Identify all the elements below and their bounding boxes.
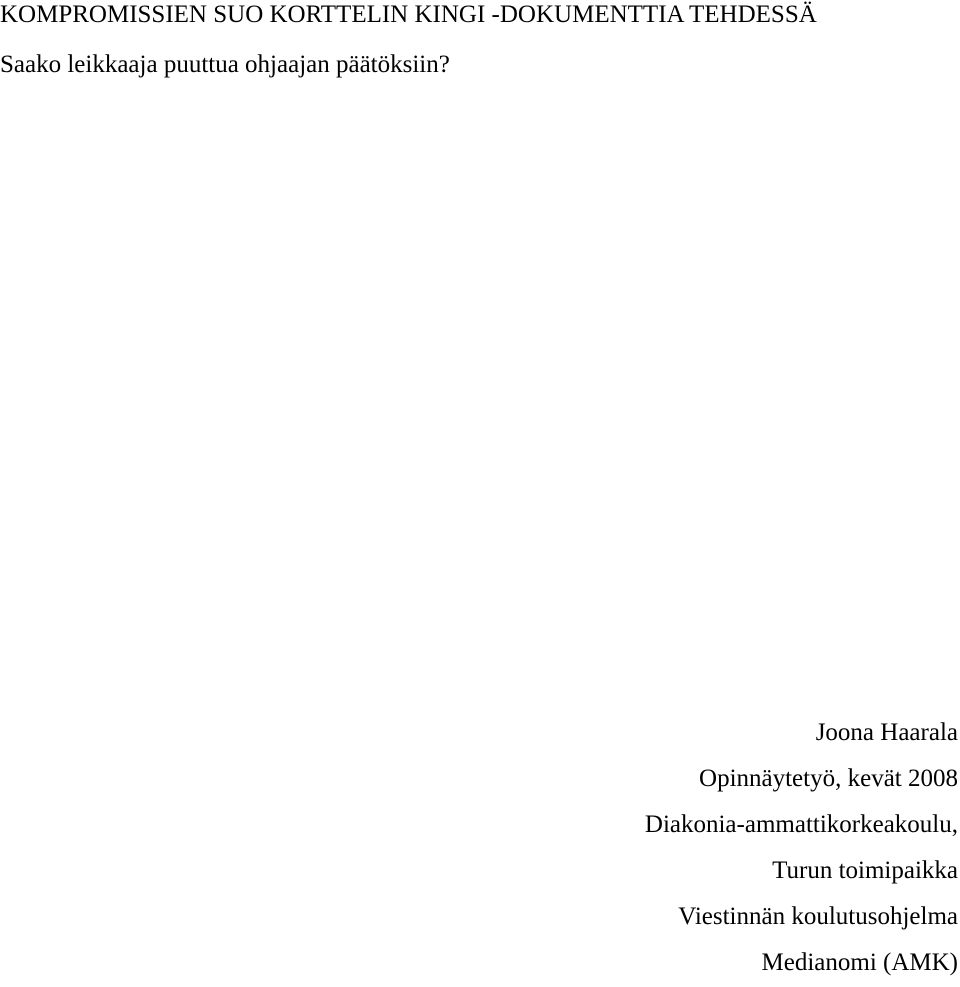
document-subtitle: Saako leikkaaja puuttua ohjaajan päätöksiin? <box>0 51 450 78</box>
institution-name: Diakonia-ammattikorkeakoulu, <box>644 811 958 838</box>
degree-title: Medianomi (AMK) <box>761 949 958 976</box>
author-name: Joona Haarala <box>815 719 958 746</box>
degree-programme: Viestinnän koulutusohjelma <box>678 903 958 930</box>
author-info-block <box>645 718 958 978</box>
campus-location: Turun toimipaikka <box>772 857 958 884</box>
document-title: KOMPROMISSIEN SUO KORTTELIN KINGI -DOKUMENTTIA TEHDESSÄ <box>0 1 817 28</box>
thesis-info: Opinnäytetyö, kevät 2008 <box>699 765 958 792</box>
